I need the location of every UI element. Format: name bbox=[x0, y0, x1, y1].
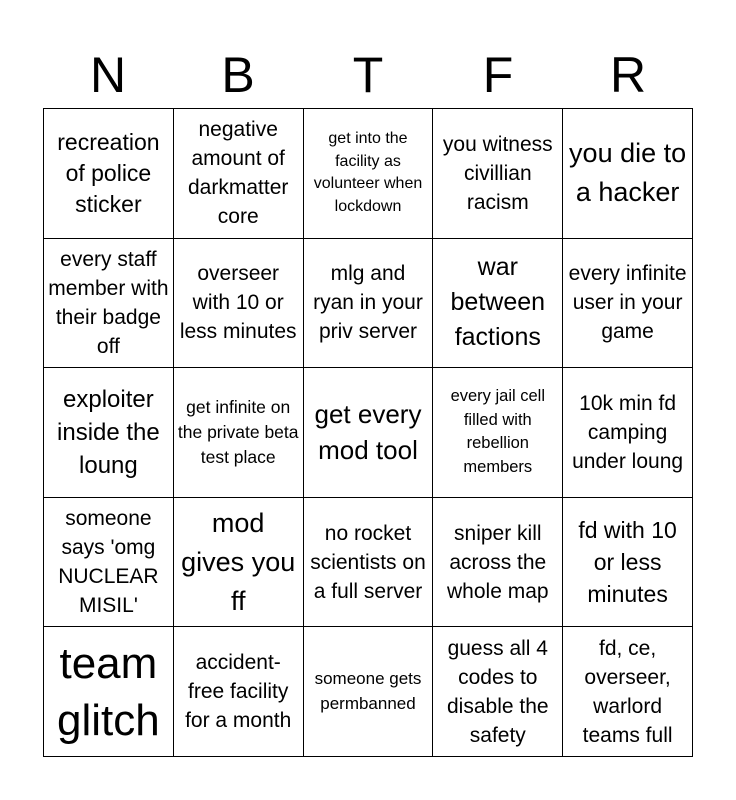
bingo-cell[interactable] bbox=[174, 239, 304, 369]
cell-text: recreation of police sticker bbox=[57, 128, 160, 217]
cell-text: fd, ce, overseer, warlord teams full bbox=[582, 636, 673, 747]
cell-text: war between factions bbox=[450, 253, 546, 352]
bingo-cell[interactable] bbox=[563, 498, 693, 628]
cell-text: every staff member with their badge off bbox=[48, 247, 169, 358]
cell-text: you witness civillian racism bbox=[442, 132, 553, 214]
bingo-cell[interactable] bbox=[433, 109, 563, 239]
bingo-header bbox=[43, 44, 693, 106]
cell-text: exploiter inside the loung bbox=[57, 385, 160, 479]
header-letter-r: R bbox=[609, 47, 647, 103]
cell-text: fd with 10 or less minutes bbox=[578, 517, 677, 608]
cell-text: team glitch bbox=[57, 638, 160, 745]
header-letter-t: T bbox=[352, 47, 384, 103]
bingo-cell[interactable] bbox=[563, 368, 693, 498]
bingo-cell[interactable] bbox=[174, 109, 304, 239]
cell-text: someone says 'omg NUCLEAR MISIL' bbox=[58, 507, 159, 618]
bingo-cell[interactable] bbox=[433, 239, 563, 369]
bingo-cell[interactable] bbox=[433, 368, 563, 498]
bingo-cell[interactable] bbox=[304, 368, 434, 498]
bingo-cell[interactable] bbox=[304, 627, 434, 757]
bingo-cell[interactable] bbox=[563, 627, 693, 757]
cell-text: 10k min fd camping under loung bbox=[572, 391, 684, 473]
cell-text: every infinite user in your game bbox=[568, 262, 687, 344]
cell-text: guess all 4 codes to disable the safety bbox=[447, 636, 549, 747]
cell-text: no rocket scientists on a full server bbox=[310, 521, 426, 603]
bingo-cell[interactable] bbox=[433, 627, 563, 757]
bingo-cell[interactable] bbox=[563, 239, 693, 369]
bingo-grid bbox=[43, 108, 693, 757]
bingo-cell[interactable] bbox=[304, 109, 434, 239]
cell-text: get into the facility as volunteer when lockdown bbox=[313, 130, 423, 215]
bingo-cell[interactable] bbox=[563, 109, 693, 239]
cell-text: negative amount of darkmatter core bbox=[188, 118, 289, 229]
cell-text: you die to a hacker bbox=[569, 138, 687, 208]
cell-text: sniper kill across the whole map bbox=[447, 521, 549, 603]
bingo-cell[interactable] bbox=[174, 498, 304, 628]
bingo-cell[interactable] bbox=[433, 498, 563, 628]
bingo-cell[interactable] bbox=[44, 627, 174, 757]
bingo-cell[interactable] bbox=[304, 498, 434, 628]
bingo-cell[interactable] bbox=[44, 109, 174, 239]
bingo-cell[interactable] bbox=[304, 239, 434, 369]
bingo-cell[interactable] bbox=[174, 368, 304, 498]
header-letter-f: F bbox=[482, 47, 514, 103]
header-letter-b: B bbox=[221, 47, 255, 103]
cell-text: mlg and ryan in your priv server bbox=[313, 262, 423, 344]
bingo-cell[interactable] bbox=[44, 239, 174, 369]
cell-text: accident-free facility for a month bbox=[185, 651, 292, 733]
header-letter-n: N bbox=[89, 47, 127, 103]
cell-text: overseer with 10 or less minutes bbox=[179, 262, 297, 344]
cell-text: every jail cell filled with rebellion members bbox=[450, 387, 546, 476]
bingo-cell[interactable] bbox=[174, 627, 304, 757]
bingo-cell[interactable] bbox=[44, 498, 174, 628]
cell-text: get infinite on the private beta test place bbox=[177, 396, 299, 467]
cell-text: someone gets permbanned bbox=[314, 669, 422, 713]
cell-text: mod gives you ff bbox=[181, 507, 296, 616]
cell-text: get every mod tool bbox=[314, 399, 422, 466]
bingo-cell[interactable] bbox=[44, 368, 174, 498]
